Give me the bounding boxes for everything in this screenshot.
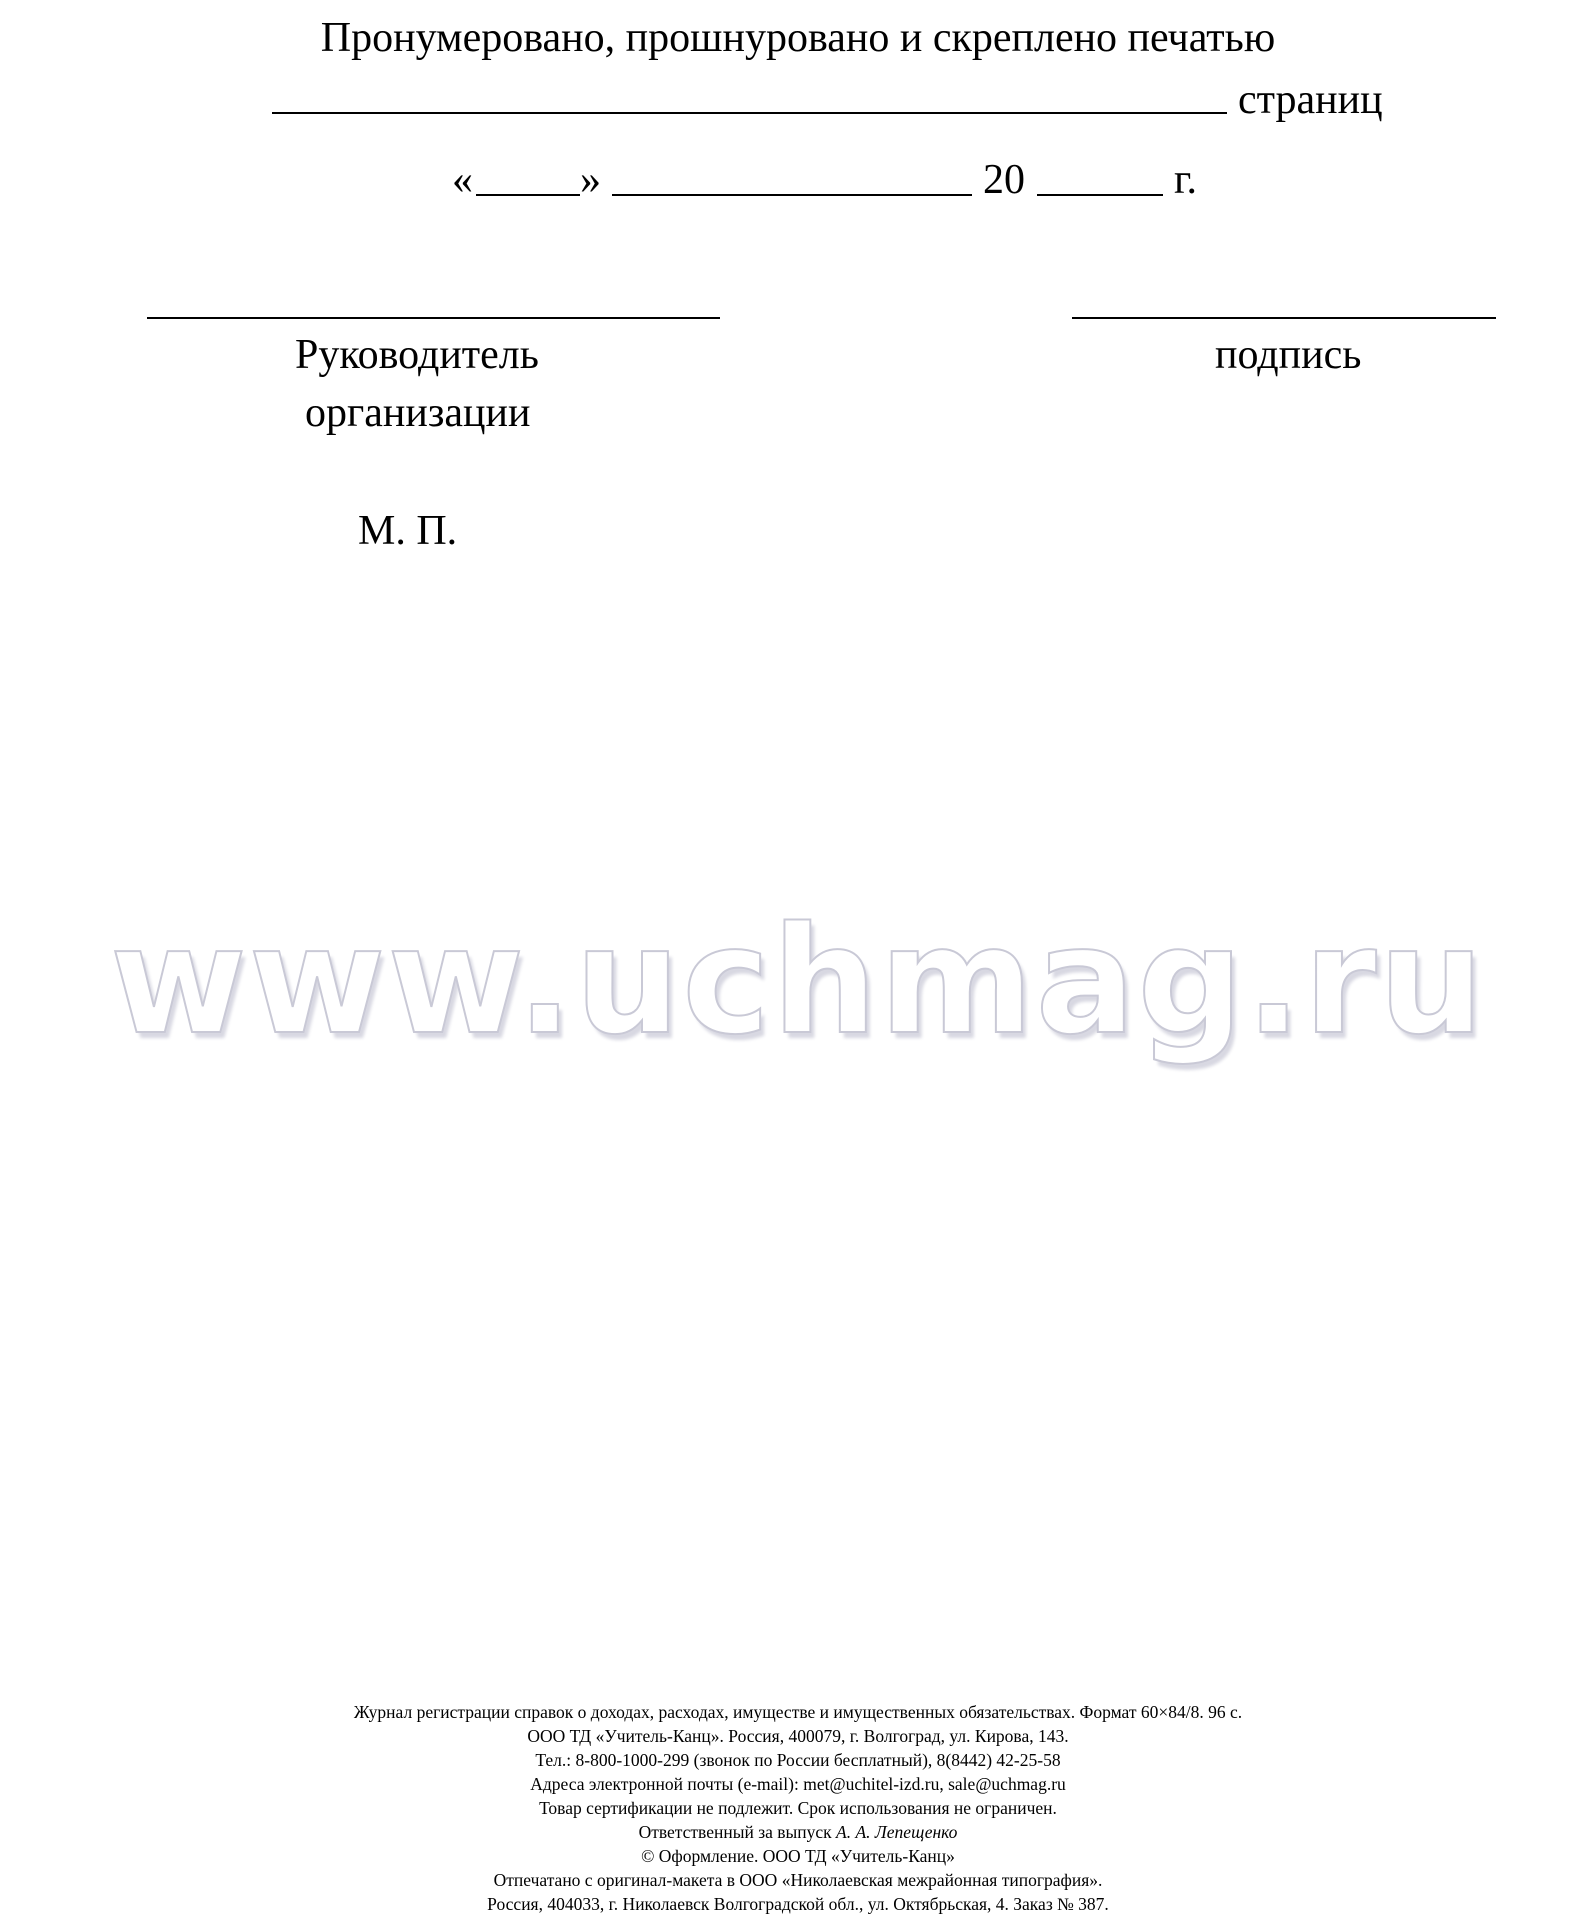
pages-count-blank xyxy=(272,112,1227,114)
date-open-quote: « xyxy=(452,157,473,203)
date-year-prefix: 20 xyxy=(983,157,1025,203)
stamp-place-label: М. П. xyxy=(358,508,458,554)
responsible-name: А. А. Лепещенко xyxy=(836,1822,958,1842)
signature-blank xyxy=(1072,317,1496,319)
imprint-line-printer-address: Россия, 404033, г. Николаевск Волгоградской обл., ул. Октябрьская, 4. Заказ № 387. xyxy=(487,1894,1109,1914)
imprint-line-responsible xyxy=(0,1820,1596,1844)
imprint-line-printer: Отпечатано с оригинал-макета в ООО «Николаевская межрайонная типография». xyxy=(493,1870,1103,1890)
pages-word: страниц xyxy=(1238,77,1383,123)
head-label-line2: организации xyxy=(305,390,531,436)
imprint-line-certification: Товар сертификации не подлежит. Срок использования не ограничен. xyxy=(539,1798,1057,1818)
imprint-footer xyxy=(0,1700,1596,1916)
imprint-line-publisher: ООО ТД «Учитель-Канц». Россия, 400079, г. Волгоград, ул. Кирова, 143. xyxy=(527,1726,1069,1746)
imprint-line-email: Адреса электронной почты (e-mail): met@uchitel-izd.ru, sale@uchmag.ru xyxy=(530,1774,1066,1794)
signature-label: подпись xyxy=(1215,332,1362,378)
imprint-line-phone: Тел.: 8-800-1000-299 (звонок по России бесплатный), 8(8442) 42-25-58 xyxy=(535,1750,1061,1770)
head-label-line1: Руководитель xyxy=(295,332,539,378)
date-close-quote: » xyxy=(580,157,601,203)
date-year-blank xyxy=(1037,194,1163,196)
date-day-blank xyxy=(476,194,580,196)
date-year-suffix: г. xyxy=(1174,157,1197,203)
imprint-line-copyright: © Оформление. ООО ТД «Учитель-Канц» xyxy=(641,1846,955,1866)
imprint-line-title: Журнал регистрации справок о доходах, расходах, имуществе и имущественных обязательствах. Формат 60×84/8. 96 с. xyxy=(353,1702,1243,1722)
date-month-blank xyxy=(612,194,972,196)
watermark-text: www.uchmag.ru xyxy=(110,895,1486,1067)
certification-statement: Пронумеровано, прошнуровано и скреплено печатью xyxy=(320,15,1276,61)
head-name-blank xyxy=(147,317,720,319)
responsible-prefix: Ответственный за выпуск xyxy=(638,1822,832,1842)
